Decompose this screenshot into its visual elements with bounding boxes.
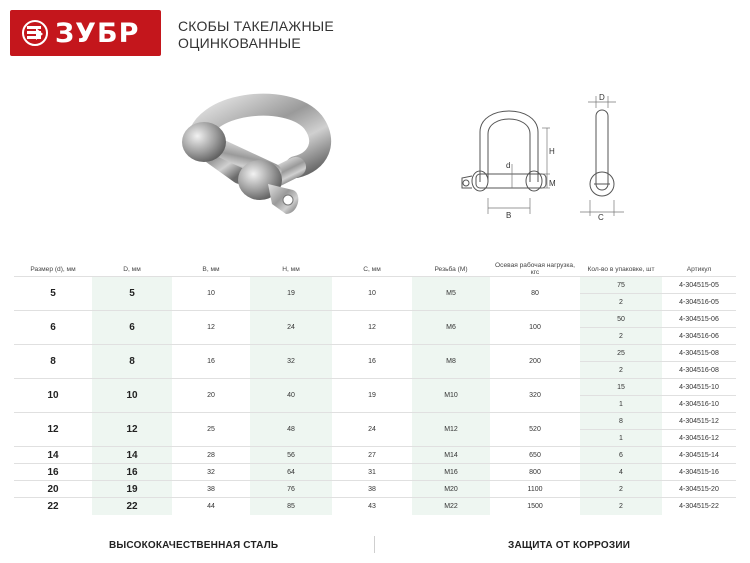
- cell-size: 6: [14, 311, 92, 345]
- cell-C: 43: [332, 498, 412, 515]
- col-header-load: Осевая рабочая нагрузка, кгс: [495, 262, 575, 276]
- cell-load: 800: [490, 464, 580, 481]
- table-header-row: [14, 262, 736, 277]
- table-row: [14, 413, 736, 430]
- cell-B: 25: [172, 413, 250, 447]
- cell-qty: 25: [580, 345, 662, 362]
- table-row: [14, 481, 736, 498]
- cell-B: 20: [172, 379, 250, 413]
- cell-D: 19: [92, 481, 172, 498]
- title-line-1: СКОБЫ ТАКЕЛАЖНЫЕ: [178, 18, 334, 34]
- cell-article: 4-304516-05: [662, 294, 736, 311]
- cell-thread: M16: [412, 464, 490, 481]
- cell-qty: 50: [580, 311, 662, 328]
- cell-H: 19: [250, 277, 332, 311]
- footer-divider: [374, 536, 375, 553]
- cell-D: 5: [92, 277, 172, 311]
- cell-qty: 2: [580, 328, 662, 345]
- cell-qty: 1: [580, 396, 662, 413]
- cell-B: 44: [172, 498, 250, 515]
- col-header-thread: Резьба (M): [434, 265, 468, 273]
- cell-size: 20: [14, 481, 92, 498]
- cell-load: 320: [490, 379, 580, 413]
- cell-H: 76: [250, 481, 332, 498]
- cell-D: 22: [92, 498, 172, 515]
- cell-C: 24: [332, 413, 412, 447]
- brand-logo: [10, 10, 161, 56]
- cell-article: 4-304516-06: [662, 328, 736, 345]
- cell-B: 32: [172, 464, 250, 481]
- cell-D: 10: [92, 379, 172, 413]
- table-row: [14, 464, 736, 481]
- cell-article: 4-304515-06: [662, 311, 736, 328]
- cell-H: 24: [250, 311, 332, 345]
- cell-article: 4-304516-12: [662, 430, 736, 447]
- col-header-size: Размер (d), мм: [30, 265, 76, 273]
- cell-B: 28: [172, 447, 250, 464]
- cell-thread: M8: [412, 345, 490, 379]
- shackle-photo: [168, 92, 338, 232]
- feature-steel: ВЫСОКОКАЧЕСТВЕННАЯ СТАЛЬ: [109, 540, 279, 551]
- cell-D: 12: [92, 413, 172, 447]
- cell-D: 6: [92, 311, 172, 345]
- cell-C: 12: [332, 311, 412, 345]
- dim-label-D: D: [599, 93, 605, 102]
- table-row: [14, 379, 736, 396]
- cell-load: 650: [490, 447, 580, 464]
- product-title: [178, 18, 334, 52]
- cell-C: 19: [332, 379, 412, 413]
- cell-article: 4-304515-10: [662, 379, 736, 396]
- cell-C: 38: [332, 481, 412, 498]
- cell-qty: 2: [580, 481, 662, 498]
- cell-C: 27: [332, 447, 412, 464]
- cell-article: 4-304515-12: [662, 413, 736, 430]
- cell-H: 40: [250, 379, 332, 413]
- cell-H: 56: [250, 447, 332, 464]
- cell-article: 4-304515-16: [662, 464, 736, 481]
- cell-C: 10: [332, 277, 412, 311]
- cell-D: 16: [92, 464, 172, 481]
- cell-D: 14: [92, 447, 172, 464]
- spec-table-body: [14, 277, 736, 515]
- shackle-front-diagram: [450, 92, 570, 222]
- cell-thread: M12: [412, 413, 490, 447]
- cell-qty: 6: [580, 447, 662, 464]
- cell-B: 10: [172, 277, 250, 311]
- cell-article: 4-304515-08: [662, 345, 736, 362]
- col-header-B: B, мм: [202, 265, 220, 273]
- cell-size: 22: [14, 498, 92, 515]
- table-row: [14, 498, 736, 515]
- feature-corrosion: ЗАЩИТА ОТ КОРРОЗИИ: [508, 540, 631, 551]
- cell-size: 12: [14, 413, 92, 447]
- cell-thread: M22: [412, 498, 490, 515]
- cell-H: 64: [250, 464, 332, 481]
- dim-label-M: M: [549, 179, 556, 188]
- cell-qty: 1: [580, 430, 662, 447]
- brand-emblem-icon: [22, 20, 48, 46]
- table-row: [14, 345, 736, 362]
- dim-label-B: B: [506, 211, 512, 220]
- brand-logo-text: ЗУБР: [55, 17, 140, 49]
- cell-article: 4-304515-22: [662, 498, 736, 515]
- cell-size: 16: [14, 464, 92, 481]
- cell-thread: M10: [412, 379, 490, 413]
- cell-load: 200: [490, 345, 580, 379]
- cell-qty: 15: [580, 379, 662, 396]
- cell-H: 32: [250, 345, 332, 379]
- cell-H: 85: [250, 498, 332, 515]
- cell-thread: M5: [412, 277, 490, 311]
- col-header-qty: Кол-во в упаковке, шт: [587, 265, 655, 273]
- cell-qty: 75: [580, 277, 662, 294]
- cell-B: 38: [172, 481, 250, 498]
- cell-article: 4-304515-14: [662, 447, 736, 464]
- col-header-C: C, мм: [363, 265, 381, 273]
- cell-B: 12: [172, 311, 250, 345]
- dim-label-d: d: [506, 161, 511, 170]
- cell-article: 4-304515-05: [662, 277, 736, 294]
- cell-D: 8: [92, 345, 172, 379]
- cell-load: 100: [490, 311, 580, 345]
- cell-C: 31: [332, 464, 412, 481]
- title-line-2: ОЦИНКОВАННЫЕ: [178, 35, 301, 51]
- table-row: [14, 277, 736, 294]
- cell-B: 16: [172, 345, 250, 379]
- cell-size: 10: [14, 379, 92, 413]
- cell-load: 1500: [490, 498, 580, 515]
- table-row: [14, 311, 736, 328]
- cell-qty: 2: [580, 294, 662, 311]
- cell-size: 8: [14, 345, 92, 379]
- cell-thread: M20: [412, 481, 490, 498]
- cell-qty: 2: [580, 362, 662, 379]
- cell-size: 14: [14, 447, 92, 464]
- cell-H: 48: [250, 413, 332, 447]
- shackle-side-diagram: [574, 92, 632, 222]
- cell-qty: 2: [580, 498, 662, 515]
- cell-thread: M14: [412, 447, 490, 464]
- spec-table: [14, 262, 736, 515]
- dim-label-C: C: [598, 213, 604, 222]
- cell-thread: M6: [412, 311, 490, 345]
- cell-load: 80: [490, 277, 580, 311]
- cell-article: 4-304516-10: [662, 396, 736, 413]
- cell-article: 4-304515-20: [662, 481, 736, 498]
- cell-load: 1100: [490, 481, 580, 498]
- cell-size: 5: [14, 277, 92, 311]
- cell-qty: 4: [580, 464, 662, 481]
- dim-label-H: H: [549, 147, 555, 156]
- col-header-D: D, мм: [123, 265, 141, 273]
- col-header-article: Артикул: [686, 265, 712, 273]
- cell-load: 520: [490, 413, 580, 447]
- col-header-H: H, мм: [282, 265, 300, 273]
- cell-qty: 8: [580, 413, 662, 430]
- cell-article: 4-304516-08: [662, 362, 736, 379]
- table-row: [14, 447, 736, 464]
- cell-C: 16: [332, 345, 412, 379]
